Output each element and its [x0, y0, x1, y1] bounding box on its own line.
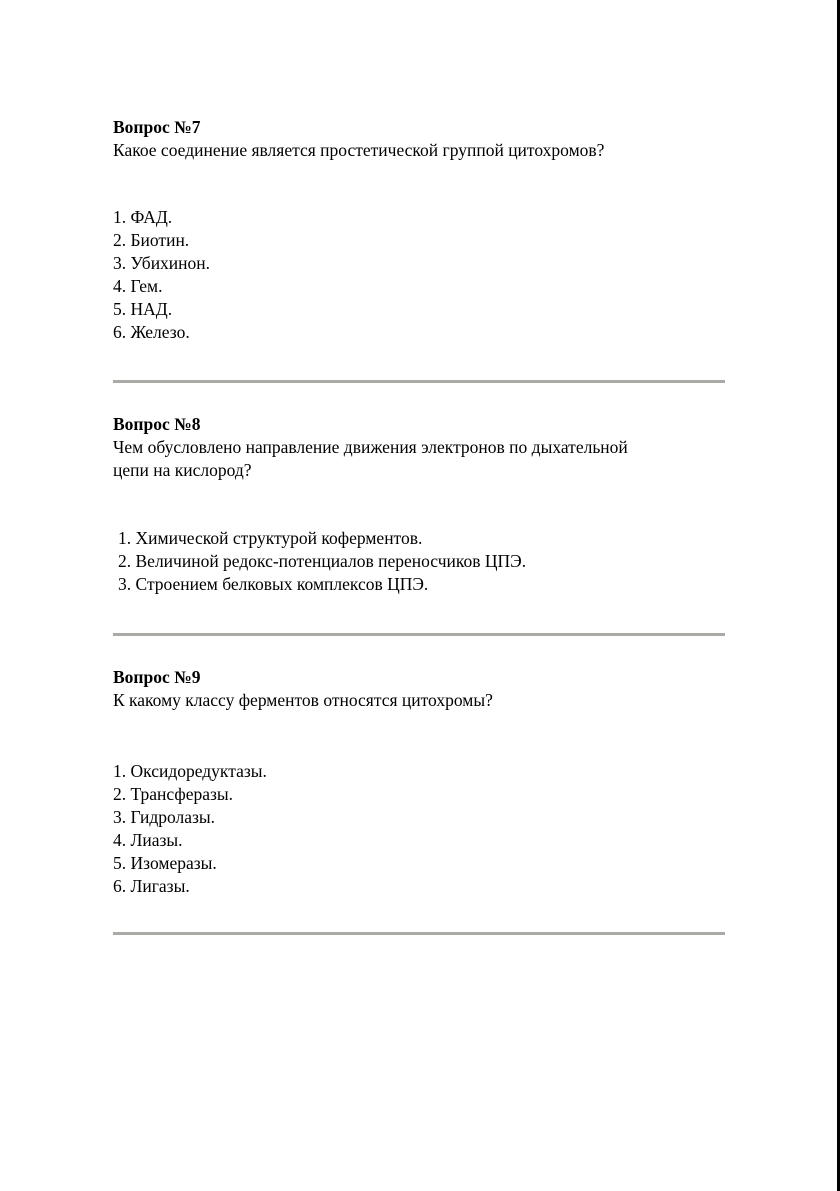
- answer-option: 6. Железо.: [113, 322, 190, 342]
- answer-option: 5. Изомеразы.: [113, 853, 217, 873]
- question-title: Вопрос №8: [113, 414, 201, 434]
- question-text: Какое соединение является простетической группой цитохромов?: [113, 140, 605, 160]
- question-text-line: Чем обусловлено направление движения электронов по дыхательной: [113, 437, 628, 457]
- section-divider: [113, 932, 725, 935]
- question-text-line: цепи на кислород?: [113, 460, 252, 480]
- answer-list: [113, 206, 725, 344]
- answer-option: 1. Химической структурой коферментов.: [118, 528, 423, 548]
- section-divider: [113, 633, 725, 636]
- answer-option: 2. Биотин.: [113, 230, 190, 250]
- answer-option: 6. Лигазы.: [113, 876, 190, 896]
- section-divider: [113, 380, 725, 383]
- question-title: Вопрос №7: [113, 117, 201, 137]
- answer-option: 3. Гидролазы.: [113, 807, 216, 827]
- answer-option: 2. Величиной редокс-потенциалов переносчиков ЦПЭ.: [118, 551, 527, 571]
- question-8: [113, 413, 725, 482]
- answer-option: 4. Лиазы.: [113, 830, 183, 850]
- answer-list: [113, 527, 725, 596]
- answer-option: 5. НАД.: [113, 299, 173, 319]
- answer-option: 4. Гем.: [113, 276, 163, 296]
- question-9: [113, 666, 725, 712]
- answer-option: 1. ФАД.: [113, 207, 173, 227]
- answer-list: [113, 760, 725, 898]
- question-text: К какому классу ферментов относятся цитохромы?: [113, 690, 493, 710]
- question-title: Вопрос №9: [113, 667, 201, 687]
- answer-option: 3. Убихинон.: [113, 253, 211, 273]
- answer-option: 2. Трансферазы.: [113, 784, 234, 804]
- question-7: [113, 116, 725, 162]
- answer-option: 3. Строением белковых комплексов ЦПЭ.: [118, 574, 429, 594]
- answer-option: 1. Оксидоредуктазы.: [113, 761, 267, 781]
